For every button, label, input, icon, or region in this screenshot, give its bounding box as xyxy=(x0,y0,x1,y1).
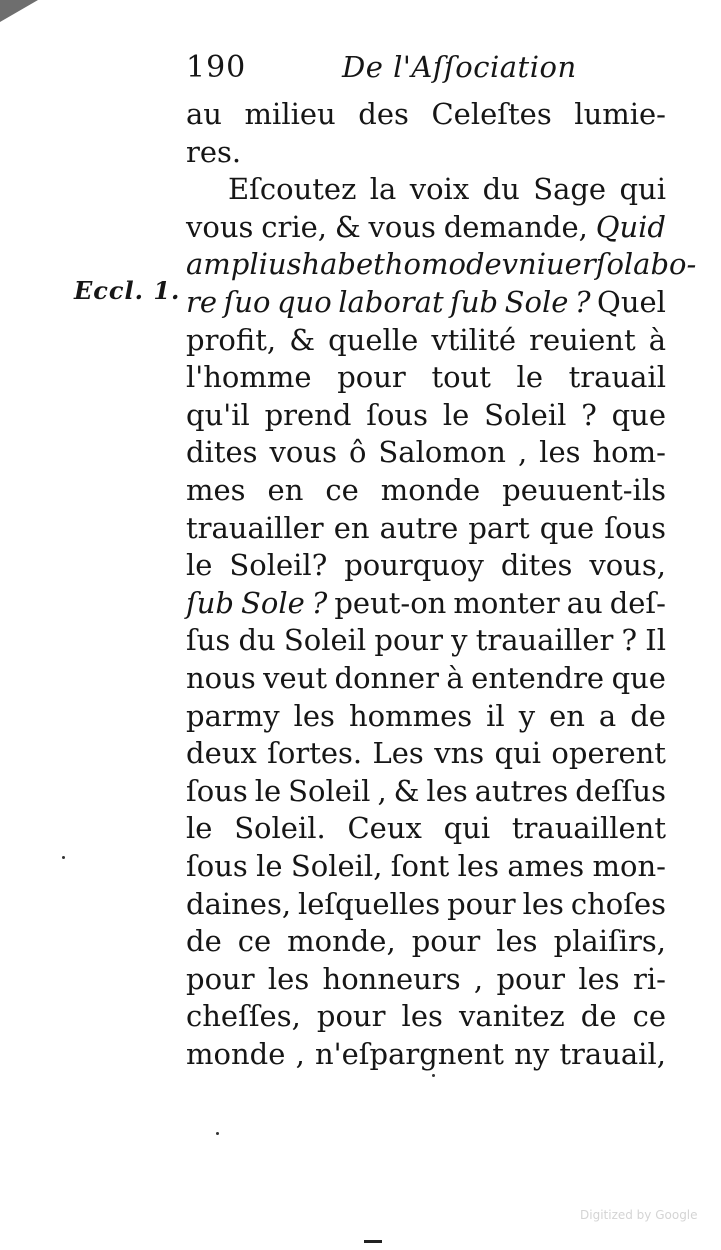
word: ſous xyxy=(366,397,428,432)
word: , xyxy=(295,1037,305,1071)
word: de xyxy=(580,999,617,1034)
word: re xyxy=(186,285,218,319)
word: qu'il xyxy=(186,397,250,432)
word: & xyxy=(289,322,316,357)
ink-speck xyxy=(216,1132,219,1135)
word: autres xyxy=(474,773,569,808)
word: leſquelles xyxy=(298,886,441,921)
text-line xyxy=(186,284,666,321)
word: peut-on xyxy=(334,585,447,620)
word: ſus xyxy=(186,623,231,658)
word: deſ- xyxy=(609,585,666,620)
word: les xyxy=(426,773,468,808)
word: pour xyxy=(337,360,406,395)
word: ny xyxy=(514,1037,550,1071)
word: en xyxy=(549,698,585,733)
text-line xyxy=(186,134,666,171)
word: hommes xyxy=(348,698,473,733)
word: trauail, xyxy=(559,1037,666,1071)
word: res. xyxy=(186,134,242,169)
text-line xyxy=(186,209,666,246)
word: ? xyxy=(574,285,591,319)
word: pour xyxy=(186,961,255,996)
word: milieu xyxy=(244,97,336,131)
word: de xyxy=(465,247,502,282)
word: que xyxy=(611,397,666,432)
word: peuuent-ils xyxy=(502,473,666,507)
word: homo xyxy=(384,247,466,282)
word: ſub xyxy=(450,285,499,319)
word: hom- xyxy=(592,435,666,470)
word: pour xyxy=(447,886,516,921)
word: Eſcoutez xyxy=(228,172,357,207)
word: à xyxy=(446,661,464,695)
word: trauailler xyxy=(475,623,614,658)
word: vous xyxy=(269,435,337,470)
word: mon- xyxy=(592,849,666,883)
word: Soleil? xyxy=(229,548,328,583)
word: habet xyxy=(301,247,385,282)
word: la xyxy=(369,172,397,207)
word: prend xyxy=(264,397,352,432)
word: & xyxy=(334,209,361,244)
word: cheſſes, xyxy=(186,999,301,1034)
word: Soleil xyxy=(484,397,567,432)
word: quelle xyxy=(328,322,419,357)
word: Sage xyxy=(533,172,607,207)
running-head xyxy=(186,50,666,96)
text-line xyxy=(186,322,666,359)
word: entendre xyxy=(471,661,605,695)
word: l'homme xyxy=(186,360,312,395)
word: Quel xyxy=(597,285,666,319)
word: trauailler xyxy=(186,510,324,545)
word: les xyxy=(578,961,620,996)
word: autre xyxy=(379,510,459,545)
word: ? xyxy=(311,585,328,620)
corner-mark xyxy=(0,0,38,22)
word: pour xyxy=(411,924,481,959)
text-line xyxy=(186,434,666,471)
word: des xyxy=(358,97,409,131)
word: du xyxy=(238,623,276,658)
word: qui xyxy=(494,736,542,771)
bottom-dash xyxy=(364,1240,382,1243)
word: les xyxy=(496,924,538,959)
word: au xyxy=(186,97,222,131)
word: ce xyxy=(325,473,359,507)
word: demande, xyxy=(443,209,588,244)
text-line xyxy=(186,547,666,584)
text-line xyxy=(186,735,666,772)
word: les xyxy=(457,849,499,883)
word: le xyxy=(442,397,470,432)
word: monde, xyxy=(287,924,396,959)
text-line xyxy=(186,773,666,810)
text-line xyxy=(186,359,666,396)
word: ſortes. xyxy=(267,736,363,771)
word: pour xyxy=(374,623,443,658)
text-line xyxy=(186,886,666,923)
text-line xyxy=(186,397,666,434)
word: vous xyxy=(368,209,436,244)
word: Soleil, xyxy=(290,849,383,883)
digitization-watermark: Digitized by Google xyxy=(580,1208,698,1222)
word: dites xyxy=(500,548,573,583)
word: ſous xyxy=(186,849,248,883)
word: profit, xyxy=(186,322,277,357)
text-line xyxy=(186,171,666,208)
word: laborat xyxy=(338,285,444,319)
word: il xyxy=(486,698,505,733)
word: les xyxy=(267,961,310,996)
word: y xyxy=(451,623,468,658)
word: le xyxy=(186,548,213,583)
word: ſous xyxy=(186,773,248,808)
word: honneurs xyxy=(322,961,461,996)
word: n'eſpargnent xyxy=(314,1037,504,1071)
word: , xyxy=(473,961,484,996)
word: Il xyxy=(645,623,666,658)
word: qui xyxy=(443,811,491,846)
word: voix xyxy=(409,172,470,207)
word: trauaillent xyxy=(511,811,666,846)
word: au xyxy=(566,585,603,620)
text-line xyxy=(186,698,666,735)
word: deux xyxy=(186,736,257,771)
word: ? xyxy=(621,623,638,658)
word: Les xyxy=(372,736,424,771)
word: que xyxy=(539,510,595,545)
text-line xyxy=(186,585,666,622)
word: Sole xyxy=(241,585,305,620)
word: ? xyxy=(581,397,597,432)
word: veut xyxy=(263,661,328,695)
word: tout xyxy=(431,360,491,395)
text-line xyxy=(186,810,666,847)
word: mes xyxy=(186,473,246,507)
word: en xyxy=(333,510,370,545)
word: monde xyxy=(380,473,481,507)
word: ce xyxy=(237,924,272,959)
word: pourquoy xyxy=(344,548,484,583)
word: , xyxy=(517,435,528,470)
word: Soleil. xyxy=(234,811,326,846)
word: vous, xyxy=(589,548,666,583)
word: de xyxy=(630,698,666,733)
running-title: De l'Aſſociation xyxy=(342,50,577,84)
word: choſes xyxy=(570,886,666,921)
text-line xyxy=(186,96,666,133)
word: du xyxy=(482,172,520,207)
text-line xyxy=(186,246,697,283)
word: pour xyxy=(316,999,386,1034)
text-line xyxy=(186,510,666,547)
word: plaiſirs, xyxy=(553,924,666,959)
text-line xyxy=(186,961,666,998)
word: trauail xyxy=(568,360,666,395)
word: lumie- xyxy=(574,97,666,131)
word: & xyxy=(393,773,420,808)
text-line xyxy=(186,1036,666,1073)
word: vns xyxy=(434,736,485,771)
text-line xyxy=(186,622,666,659)
word: deſſus xyxy=(575,773,666,808)
word: de xyxy=(186,924,222,959)
text-line xyxy=(186,848,666,885)
word: ri- xyxy=(632,961,666,996)
word: vous xyxy=(186,209,254,244)
text-line xyxy=(186,660,666,697)
word: qui xyxy=(619,172,666,207)
word: labo- xyxy=(623,247,697,282)
margin-note: Eccl. 1. xyxy=(74,276,181,305)
word: ſont xyxy=(390,849,450,883)
word: ce xyxy=(632,999,666,1034)
word: parmy xyxy=(186,698,280,733)
word: y xyxy=(518,698,536,733)
word: Sole xyxy=(504,285,569,319)
word: Quid xyxy=(595,209,666,244)
word: le xyxy=(256,849,283,883)
word: pour xyxy=(496,961,566,996)
word: amplius xyxy=(186,247,302,282)
word: , xyxy=(377,773,387,808)
word: en xyxy=(267,473,304,507)
word: crie, xyxy=(261,209,327,244)
word: le xyxy=(516,360,543,395)
word: quo xyxy=(276,285,332,319)
word: Salomon xyxy=(378,435,506,470)
word: Ceux xyxy=(347,811,422,846)
text-line xyxy=(186,998,666,1035)
word: les xyxy=(293,698,335,733)
word: vanitez xyxy=(458,999,565,1034)
word: les xyxy=(539,435,581,470)
text-line xyxy=(186,472,666,509)
ink-speck xyxy=(62,856,65,859)
word: ſub xyxy=(186,585,234,620)
word: operent xyxy=(551,736,666,771)
word: que xyxy=(611,661,666,695)
word: monter xyxy=(453,585,560,620)
word: part xyxy=(468,510,530,545)
word: les xyxy=(401,999,443,1034)
word: vtilité xyxy=(431,322,517,357)
word: dites xyxy=(186,435,258,470)
word: donner xyxy=(334,661,439,695)
word: le xyxy=(186,811,213,846)
word: les xyxy=(522,886,564,921)
word: Celeſtes xyxy=(431,97,552,131)
word: Soleil xyxy=(288,773,371,808)
word: ames xyxy=(507,849,585,883)
word: monde xyxy=(186,1037,286,1071)
text-line xyxy=(186,923,666,960)
word: ô xyxy=(348,435,367,470)
word: Soleil xyxy=(283,623,367,658)
word: a xyxy=(598,698,617,733)
ink-speck xyxy=(432,1074,435,1077)
word: nous xyxy=(186,661,256,695)
word: daines, xyxy=(186,886,292,921)
word: reuient xyxy=(529,322,636,357)
word: ſuo xyxy=(223,285,271,319)
word: à xyxy=(648,322,666,357)
page-number: 190 xyxy=(186,50,247,85)
word: le xyxy=(254,773,282,808)
word: ſous xyxy=(604,510,666,545)
word: vniuerſo xyxy=(501,247,624,282)
